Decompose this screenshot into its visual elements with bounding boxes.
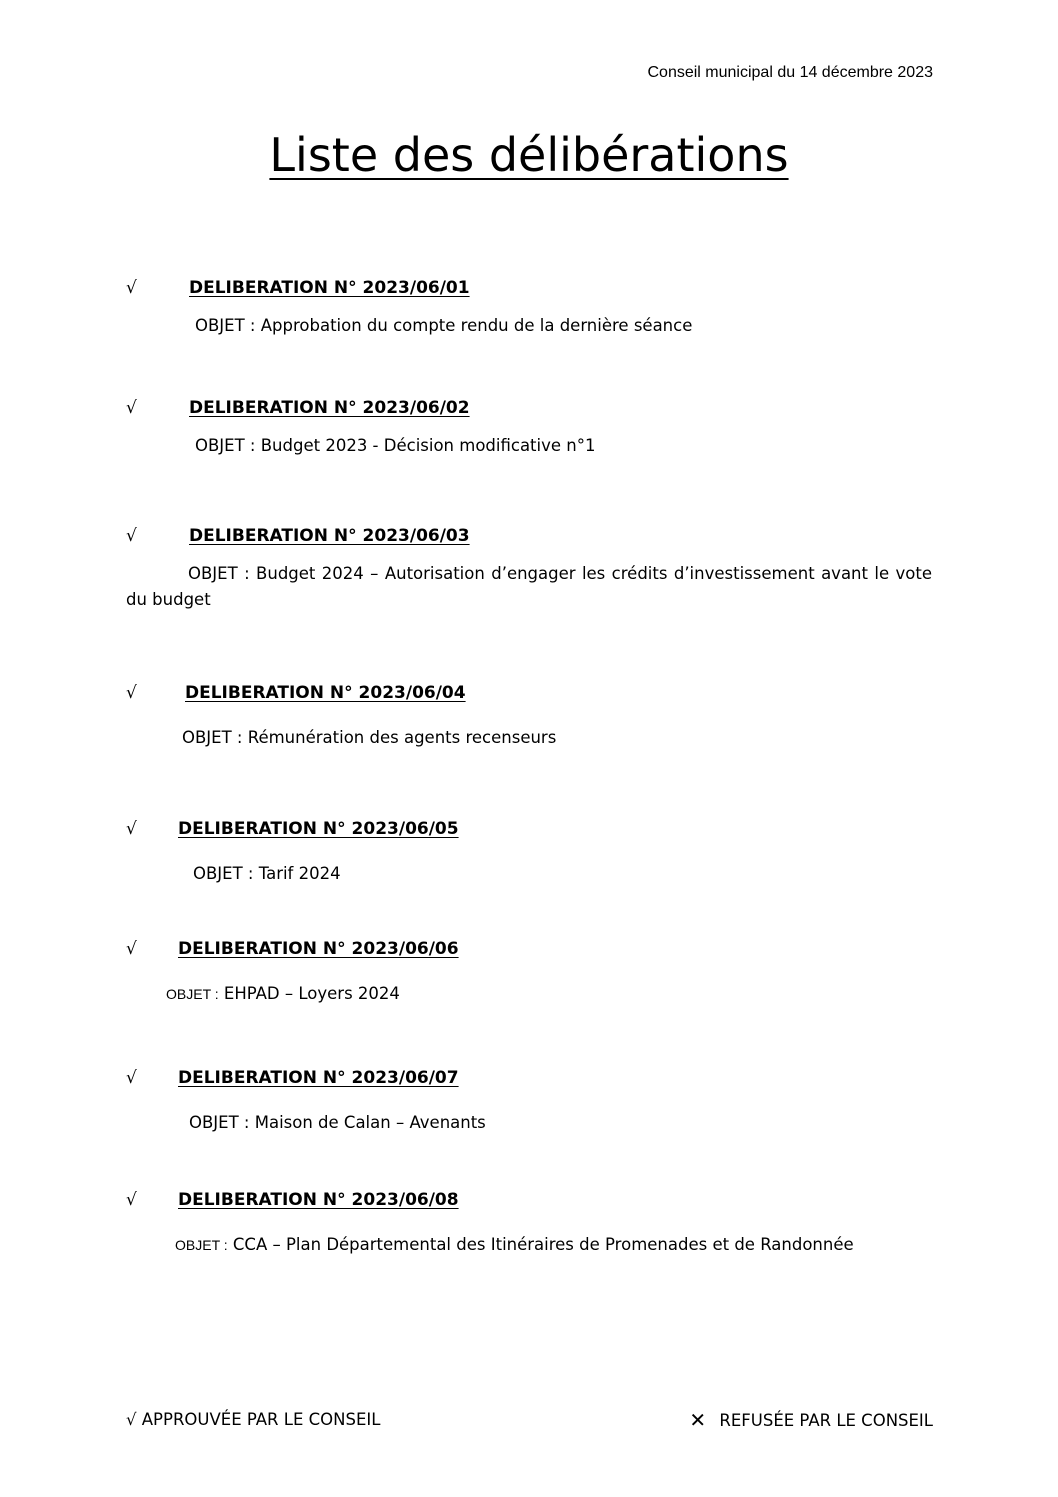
check-icon: √: [126, 398, 137, 418]
objet-label: OBJET :: [195, 436, 256, 455]
objet-text: CCA – Plan Départemental des Itinéraires de Promenades et de Randonnée: [232, 1235, 854, 1254]
deliberation-number: DELIBERATION N° 2023/06/02: [189, 398, 470, 418]
objet-label: OBJET :: [195, 316, 256, 335]
objet-label: OBJET :: [189, 1113, 250, 1132]
deliberation-objet: [126, 561, 932, 613]
deliberation-objet: [195, 436, 595, 456]
objet-label: OBJET :: [188, 564, 250, 583]
check-icon: √: [126, 939, 137, 959]
objet-text: Maison de Calan – Avenants: [254, 1113, 486, 1132]
deliberation-number: DELIBERATION N° 2023/06/08: [178, 1190, 459, 1210]
deliberation-objet: [193, 864, 341, 884]
check-icon: √: [126, 1068, 137, 1088]
objet-text: Budget 2023 - Décision modificative n°1: [260, 436, 596, 455]
check-icon: √: [126, 278, 137, 298]
legend-approved-label: APPROUVÉE PAR LE CONSEIL: [141, 1410, 381, 1429]
deliberation-number: DELIBERATION N° 2023/06/05: [178, 819, 459, 839]
legend-refused: [689, 1410, 933, 1431]
check-icon: √: [126, 1190, 137, 1210]
deliberation-number: DELIBERATION N° 2023/06/04: [185, 683, 466, 703]
check-icon: √: [126, 1410, 137, 1429]
deliberation-number: DELIBERATION N° 2023/06/06: [178, 939, 459, 959]
objet-label: OBJET :: [166, 986, 219, 1002]
legend-refused-label: REFUSÉE PAR LE CONSEIL: [719, 1411, 933, 1430]
objet-text: Rémunération des agents recenseurs: [247, 728, 557, 747]
deliberation-objet: [175, 1235, 854, 1255]
legend-approved: [126, 1410, 380, 1430]
objet-label: OBJET :: [175, 1237, 228, 1253]
deliberation-objet: [182, 728, 556, 748]
deliberation-number: DELIBERATION N° 2023/06/07: [178, 1068, 459, 1088]
objet-label: OBJET :: [193, 864, 254, 883]
objet-label: OBJET :: [182, 728, 243, 747]
cross-icon: ✕: [689, 1408, 707, 1432]
objet-text: Tarif 2024: [258, 864, 341, 883]
deliberation-number: DELIBERATION N° 2023/06/01: [189, 278, 470, 298]
deliberation-objet: [189, 1113, 486, 1133]
objet-text: EHPAD – Loyers 2024: [223, 984, 400, 1003]
deliberation-number: DELIBERATION N° 2023/06/03: [189, 526, 470, 546]
check-icon: √: [126, 683, 137, 703]
objet-text: Approbation du compte rendu de la dernière séance: [260, 316, 693, 335]
objet-text: Budget 2024 – Autorisation d’engager les crédits d’investissement avant le vote du budget: [126, 564, 932, 609]
deliberation-objet: [195, 316, 692, 336]
header-date: Conseil municipal du 14 décembre 2023: [647, 64, 933, 81]
deliberation-objet: [166, 984, 400, 1004]
page-title: Liste des délibérations: [269, 128, 789, 182]
check-icon: √: [126, 819, 137, 839]
check-icon: √: [126, 526, 137, 546]
